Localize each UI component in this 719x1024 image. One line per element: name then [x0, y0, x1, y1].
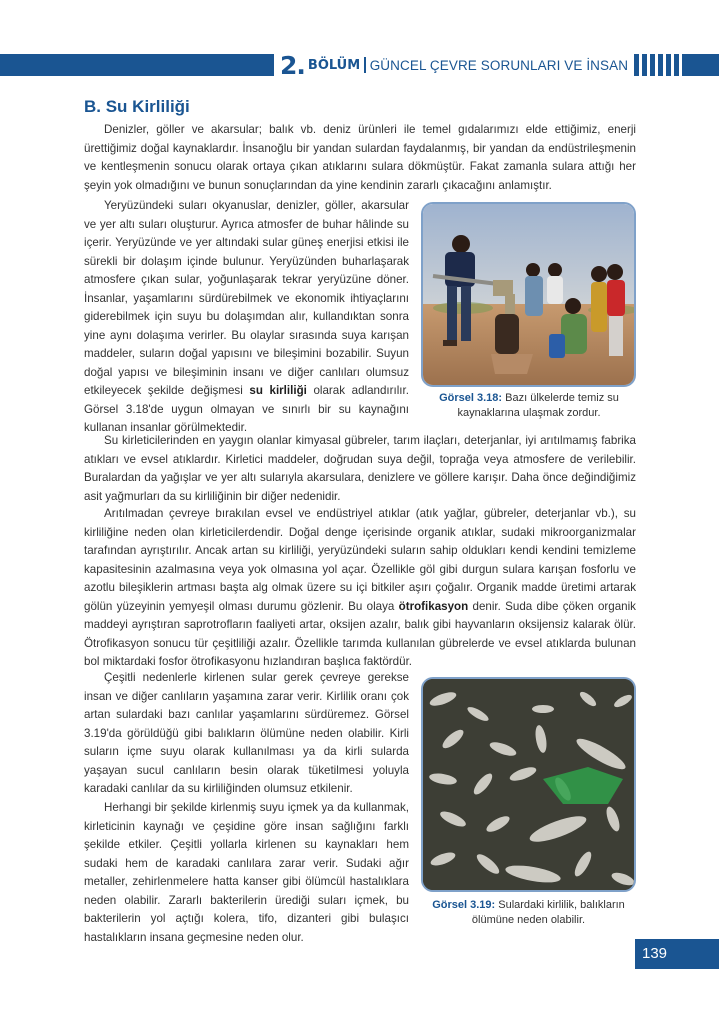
chapter-separator — [364, 57, 366, 73]
paragraph-intro: Denizler, göller ve akarsular; balık vb. deniz ürünleri ile temel gıdalarımızı elde ettiğimiz, enerji ürettiğimiz doğal kaynaklardır. İnsanoğlu bir yandan sulardan faydalanmış, bir yandan da endüstrileşmenin ve kentleşmenin sonucu olarak ortaya çıkan atıklarını sulara dökmüştür. Fakat zamanla sulara attığı her şeyin yok olmadığını ve bunun sonuçlarından da yine kendinin zararlı çıkacağını anlamıştır. — [84, 123, 636, 192]
figure-3-18-image — [421, 202, 636, 387]
paragraph-health-effects: Herhangi bir şekilde kirlenmiş suyu içmek ya da kullanmak, kirleticinin kaynağı ve çeşidine göre insan sağlığını farklı şekilde etkiler. Çeşitli yollarla kirlenen su kaynakları hem sudaki hem de karadaki canlılara zarar verir. Sudaki ağır metaller, zehirlenmelere hatta kanser gibi ölümcül hastalıklara neden olabilir. Zararlı bakterilerin ürediği suları içmek, bu bakterilerin yol açtığı kolera, tifo, dizanteri gibi bulaşıcı hastalıkların insana geçmesine neden olur. — [84, 801, 409, 944]
figure-3-18-label: Görsel 3.18: — [439, 392, 503, 404]
figure-3-19-caption: Görsel 3.19: Sulardaki kirlilik, balıkların ölümüne neden olabilir. — [432, 899, 625, 926]
children-water-pump-photo — [423, 204, 636, 387]
chapter-number: 2. — [280, 50, 305, 80]
dead-fish-photo — [423, 679, 636, 892]
term-otrofikasyon: ötrofikasyon — [398, 599, 469, 613]
paragraph-eutrophication: Arıtılmadan çevreye bırakılan evsel ve endüstriyel atıklar (atık yağlar, gübreler, deterjanlar vb.), su kirliliğine neden olan kirleticilerdendir. Doğal denge içerisinde organik atıklar, sudaki mikroorganizmalar tarafından ayrıştırılır. Ancak artan su kirliliği, yeryüzündeki suların sahip oldukları kendi kendini temizleme kapasitesinin azalmasına veya yok olmasına yol açar. Özellikle göl gibi durgun sulara karışan fosforlu ve azotlu bileşiklerin artması başta alg olmak üzere su içi bitkiler aşırı çoğalır. Organik madde üretimi artarak gölün yüzeyinin yemyeşil olması durumu gözlenir. Bu olaya ötrofikasyon denir. Suda dibe çöken organik maddeyi ayrıştıran saprotrofların faaliyeti artar, oksijen azalır, balık gibi hayvanların oksijensiz kalarak ölür. Ötrofikasyon sonucu tür çeşitliliği azalır. Özellikle tarımda kullanılan gübrelerde ve evsel atıklarda bulunan bol miktardaki fosfor ötrofikasyonu hızlandıran başlıca faktördür. — [84, 507, 636, 668]
figure-3-19-image — [421, 677, 636, 892]
header-stripes — [634, 54, 719, 76]
term-su-kirliligi: su kirliliği — [249, 384, 307, 397]
chapter-word: BÖLÜM — [307, 57, 361, 73]
chapter-header — [280, 50, 719, 80]
chapter-title: GÜNCEL ÇEVRE SORUNLARI VE İNSAN — [369, 57, 629, 73]
figure-3-18-caption: Görsel 3.18: Bazı ülkelerde temiz su kaynaklarına ulaşmak zordur. — [439, 392, 619, 419]
paragraph-pollutants: Su kirleticilerinden en yaygın olanlar kimyasal gübreler, tarım ilaçları, deterjanlar, iyi arıtılmamış fabrika atıkları ve evsel atıklardır. Kirletici maddeler, doğrudan suya değil, toprağa veya atmosfere de verilebilir. Buralardan da yağışlar ve yer altı sularıyla akarsulara, denizlere ve göllere karışır. Daha önce değindiğimiz asit yağmurları da su kirliliğinin bir diğer nedenidir. — [84, 434, 636, 503]
page-number: 139 — [635, 939, 719, 969]
section-title: B. Su Kirliliği — [84, 97, 190, 116]
paragraph-water-cycle: Yeryüzündeki suları okyanuslar, denizler, göller, akarsular ve yer altı suları oluşturur. Ayrıca atmosfer de buhar hâlinde su içerir. Yeryüzünde ve yer altındaki sular güneş enerjisi etkisi ile sürekli bir dolaşım içinde bulunur. Yeryüzünden buharlaşarak atmosfere çıkan sular, yoğunlaşarak tekrar yeryüzüne döner. İnsanlar, yaşamlarını sürdürebilmek ve ekonomik ihtiyaçlarını giderebilmek için suyu bu dolaşımdan alır, kullandıktan sonra yine aynı dolaşıma verirler. Bu olaylar sırasında suya karışan maddeler, suların doğal yapısını ve bileşimini bozabilir. Suyun doğal yapısı ve bileşiminin insanı ve diğer canlıları olumsuz etkileyecek şekilde değişmesi su kirliliği olarak adlandırılır. Görsel 3.18'de uygun olmayan ve sınırlı bir su kaynağını kullanan insanlar görülmektedir. — [84, 199, 409, 434]
header-bar — [0, 54, 274, 76]
figure-3-19-label: Görsel 3.19: — [432, 899, 496, 911]
paragraph-effects-on-life: Çeşitli nedenlerle kirlenen sular gerek çevreye gerekse insan ve diğer canlıların yaşamına zarar verir. Kirlilik oranı çok artan sulardaki bazı canlılar yaşamlarını sürdüremez. Görsel 3.19'da görüldüğü gibi balıkların ölümüne neden olabilir. Kirli suların içme suyu olarak kullanılması ya da kirli sularda yaşayan sucul canlıların besin olarak tüketilmesi yoluyla karadaki canlılar da su kirliliğinden olumsuz etkilenir. — [84, 671, 409, 795]
